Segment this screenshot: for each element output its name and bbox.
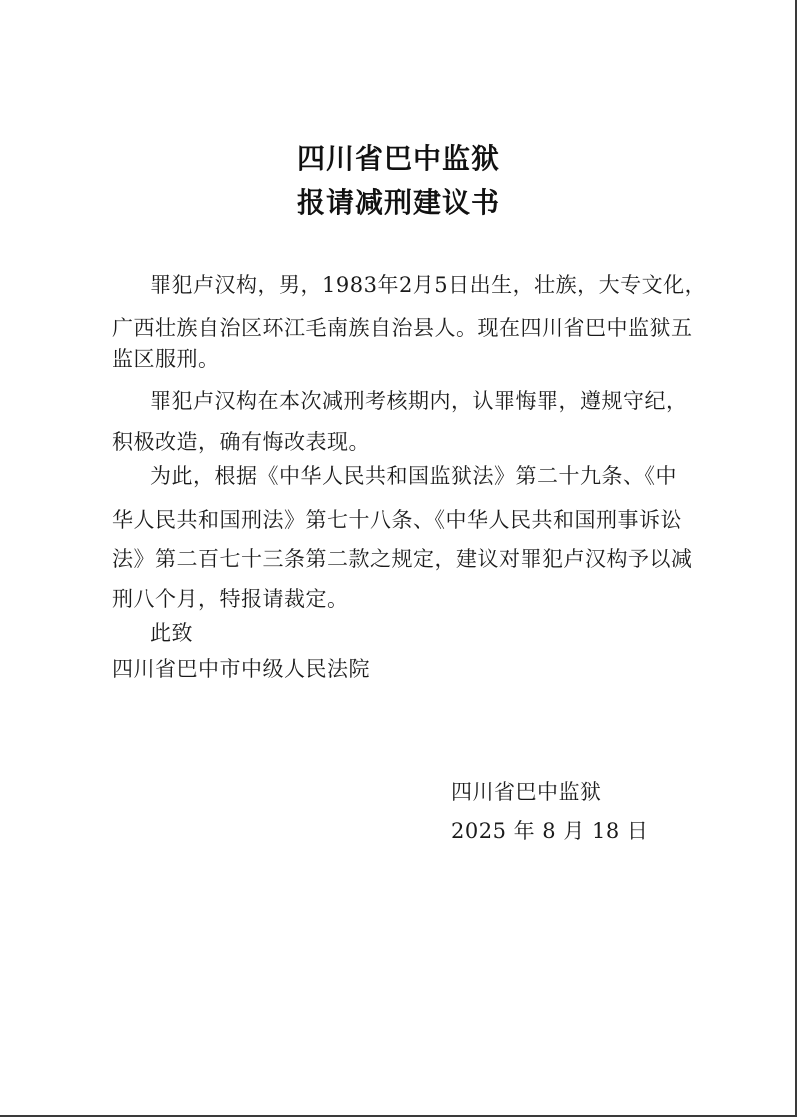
body-line-6: 为此，根据《中华人民共和国监狱法》第二十九条、《中 — [150, 464, 677, 488]
body-line-2: 广西壮族自治区环江毛南族自治县人。现在四川省巴中监狱五 — [112, 316, 693, 340]
body-line-1: 罪犯卢汉构，男，1983年2月5日出生，壮族，大专文化， — [150, 273, 707, 297]
body-line-7: 华人民共和国刑法》第七十八条、《中华人民共和国刑事诉讼 — [112, 508, 682, 532]
signature-organization: 四川省巴中监狱 — [451, 780, 602, 804]
recipient: 四川省巴中市中级人民法院 — [112, 657, 370, 681]
body-line-5: 积极改造，确有悔改表现。 — [112, 430, 370, 454]
body-line-3: 监区服刑。 — [112, 347, 220, 371]
body-line-8: 法》第二百七十三条第二款之规定，建议对罪犯卢汉构予以减 — [112, 547, 693, 571]
salutation: 此致 — [150, 621, 193, 645]
document-title-line-2: 报请减刑建议书 — [296, 186, 500, 219]
body-line-4: 罪犯卢汉构在本次减刑考核期内，认罪悔罪，遵规守纪， — [150, 389, 688, 413]
document-title-line-1: 四川省巴中监狱 — [296, 142, 500, 175]
body-line-9: 刑八个月，特报请裁定。 — [112, 587, 349, 611]
signature-date: 2025 年 8 月 18 日 — [451, 819, 649, 843]
